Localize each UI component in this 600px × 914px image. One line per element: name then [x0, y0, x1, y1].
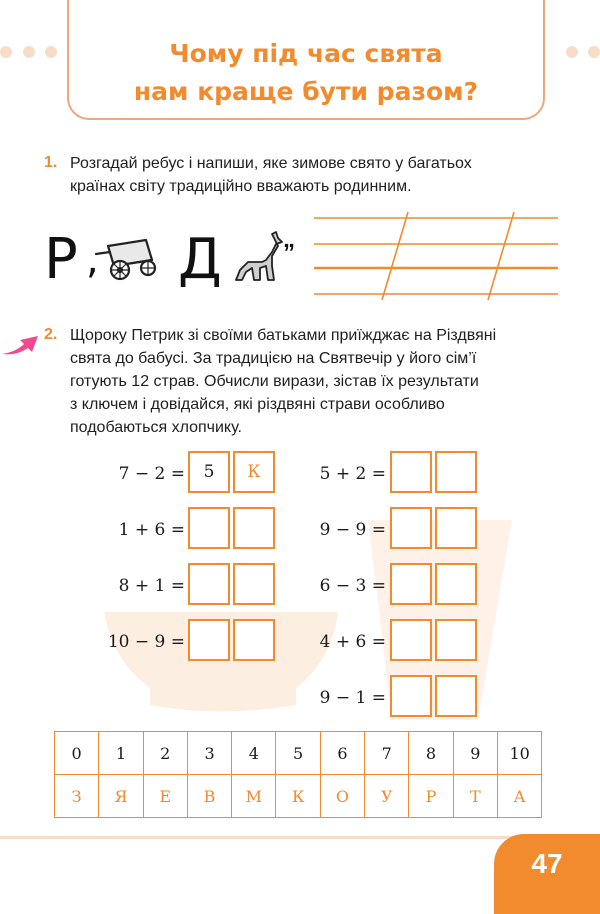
key-table	[54, 731, 542, 818]
decor-dot	[0, 46, 12, 58]
expression: 8 + 1 =	[118, 576, 185, 596]
answer-box[interactable]	[390, 507, 432, 549]
key-number: 8	[409, 732, 453, 775]
key-number: 0	[55, 732, 99, 775]
expression: 9 − 9 =	[319, 520, 386, 540]
writing-lines	[314, 210, 558, 302]
key-number: 4	[232, 732, 276, 775]
key-letter: О	[320, 775, 364, 818]
key-letter: Я	[99, 775, 143, 818]
key-number: 3	[187, 732, 231, 775]
letter-box[interactable]	[435, 619, 477, 661]
letter-box[interactable]	[233, 563, 275, 605]
letter-box[interactable]	[435, 451, 477, 493]
page-number: 47	[531, 848, 563, 879]
task-2-line: Щороку Петрик зі своїми батьками приїжджає на Різдвяні	[70, 327, 497, 344]
task-1-text	[70, 152, 472, 198]
expression: 4 + 6 =	[319, 632, 386, 652]
expression: 10 − 9 =	[107, 632, 185, 652]
letter-box[interactable]	[233, 507, 275, 549]
decor-dot	[23, 46, 35, 58]
letter-box[interactable]	[435, 563, 477, 605]
decor-dot	[45, 46, 57, 58]
answer-box[interactable]	[188, 619, 230, 661]
letter-box[interactable]	[435, 675, 477, 717]
title-line-2: нам краще бути разом?	[133, 77, 479, 106]
answer-box[interactable]	[188, 507, 230, 549]
key-letter: А	[497, 775, 541, 818]
expression: 1 + 6 =	[118, 520, 185, 540]
rebus-quotes: „	[283, 226, 295, 253]
answer-box[interactable]	[390, 563, 432, 605]
answer-box[interactable]	[390, 675, 432, 717]
answer-box[interactable]	[390, 619, 432, 661]
page-title	[67, 35, 545, 111]
key-letter: М	[232, 775, 276, 818]
letter-box[interactable]: К	[233, 451, 275, 493]
answer-box[interactable]	[390, 451, 432, 493]
key-letter: Р	[409, 775, 453, 818]
decor-dot	[566, 46, 578, 58]
key-letter: У	[365, 775, 409, 818]
task-2-line: свята до бабусі. За традицією на Святвечір у його сім’ї	[70, 350, 477, 367]
rebus-letter-r: Р	[44, 227, 78, 292]
key-letter: К	[276, 775, 320, 818]
key-letters-row	[55, 775, 542, 818]
task-1-number: 1.	[44, 154, 58, 171]
key-number: 9	[453, 732, 497, 775]
answer-box[interactable]: 5	[188, 451, 230, 493]
task-2-line: подобаються хлопчику.	[70, 419, 242, 436]
key-number: 7	[365, 732, 409, 775]
key-number: 6	[320, 732, 364, 775]
key-letter: В	[187, 775, 231, 818]
key-letter: Т	[453, 775, 497, 818]
task-2-number: 2.	[44, 326, 58, 343]
decor-dot	[588, 46, 600, 58]
rebus-letter-d: Д	[178, 227, 222, 292]
key-number: 1	[99, 732, 143, 775]
rebus-comma: ,	[86, 237, 99, 283]
expression: 9 − 1 =	[319, 688, 386, 708]
title-line-1: Чому під час свята	[169, 39, 443, 68]
expression: 7 − 2 =	[118, 464, 185, 484]
key-number: 10	[497, 732, 541, 775]
task-2-text	[70, 324, 496, 439]
task-1-line: країнах світу традиційно вважають родинним.	[70, 178, 412, 195]
key-letter: З	[55, 775, 99, 818]
task-2-line: з ключем і довідайся, які різдвяні страви особливо	[70, 396, 445, 413]
cart-icon	[94, 232, 160, 282]
letter-box[interactable]	[233, 619, 275, 661]
answer-box[interactable]	[188, 563, 230, 605]
task-2-line: готують 12 страв. Обчисли вирази, зістав їх результати	[70, 373, 479, 390]
expression: 6 − 3 =	[319, 576, 386, 596]
key-number: 5	[276, 732, 320, 775]
key-letter: Е	[143, 775, 187, 818]
expression: 5 + 2 =	[319, 464, 386, 484]
wolf-icon	[232, 230, 286, 282]
letter-box[interactable]	[435, 507, 477, 549]
key-number: 2	[143, 732, 187, 775]
task-1-line: Розгадай ребус і напиши, яке зимове свято у багатьох	[70, 155, 472, 172]
key-numbers-row	[55, 732, 542, 775]
arrow-icon	[2, 332, 42, 358]
